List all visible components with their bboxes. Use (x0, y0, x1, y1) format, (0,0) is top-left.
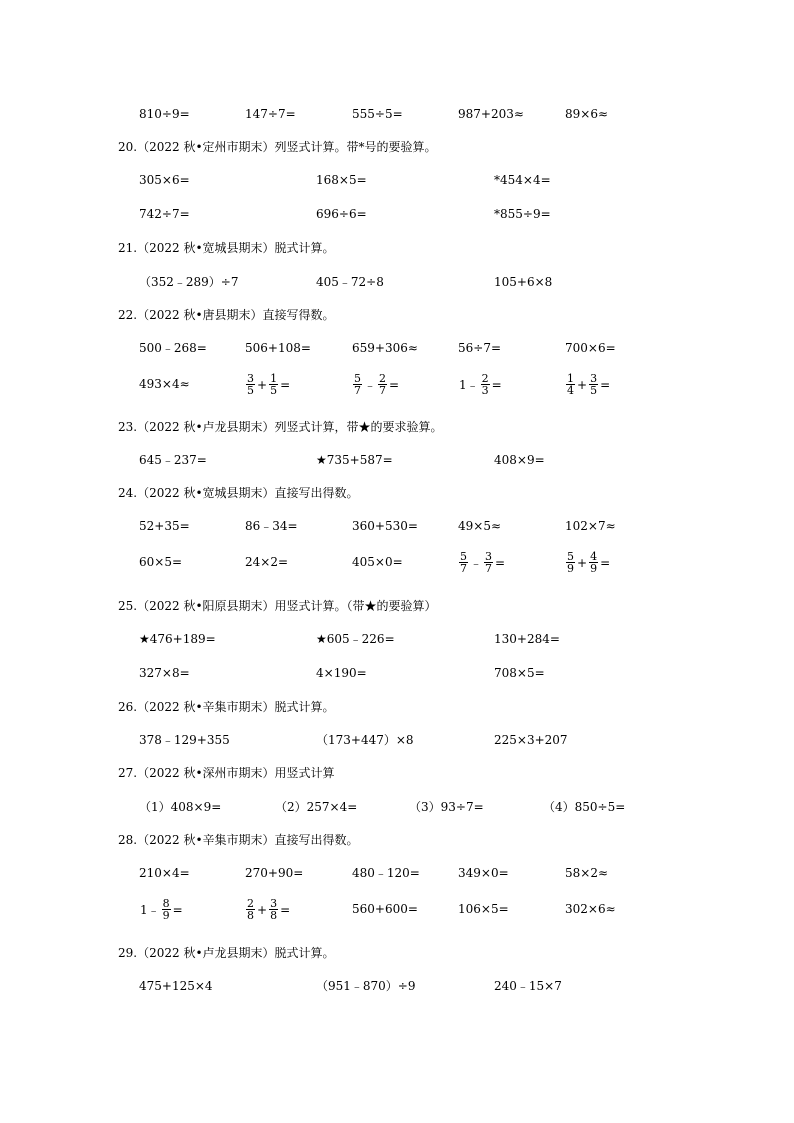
problem-row (0, 102, 794, 126)
question-title: 27.（2022 秋•深州市期末）用竖式计算 (118, 766, 335, 780)
fraction-problem: $\frac{5}{7}$ ﹣ $\frac{3}{7}$ = (460, 550, 506, 575)
problem-row (0, 448, 794, 472)
fraction: $\frac{3}{7}$ (485, 550, 493, 575)
problem: 49×5≈ (458, 519, 502, 533)
problem: 105+6×8 (494, 275, 553, 289)
fraction: $\frac{3}{5}$ (247, 372, 254, 397)
problem: 89×6≈ (565, 107, 609, 121)
question-title: 23.（2022 秋•卢龙县期末）列竖式计算，带★的要求验算。 (118, 420, 443, 434)
problem: 210×4= (139, 866, 190, 880)
problem: （352﹣289）÷7 (139, 275, 239, 289)
problem: 147÷7= (245, 107, 296, 121)
problem-row (0, 974, 794, 998)
problem: ★476+189= (139, 632, 216, 646)
fraction: $\frac{3}{5}$ (590, 372, 598, 397)
problem: 560+600= (352, 902, 418, 916)
fraction: $\frac{2}{3}$ (481, 372, 489, 397)
fraction: $\frac{1}{5}$ (270, 372, 278, 397)
problem: 349×0= (458, 866, 509, 880)
question-title: 20.（2022 秋•定州市期末）列竖式计算。带*号的要验算。 (118, 140, 437, 154)
fraction: $\frac{3}{8}$ (270, 897, 278, 922)
question-title: 25.（2022 秋•阳原县期末）用竖式计算。（带★的要验算） (118, 599, 437, 613)
problem: 700×6= (565, 341, 616, 355)
problem: ★735+587= (316, 453, 393, 467)
problem: 987+203≈ (458, 107, 524, 121)
question-title: 21.（2022 秋•宽城县期末）脱式计算。 (118, 241, 335, 255)
fraction: $\frac{5}{7}$ (354, 372, 361, 397)
question-title: 26.（2022 秋•辛集市期末）脱式计算。 (118, 700, 335, 714)
problem: 168×5= (316, 173, 367, 187)
problem: 659+306≈ (352, 341, 418, 355)
problem: 24×2= (245, 555, 289, 569)
problem: 480﹣120= (352, 866, 420, 880)
problem-row (0, 202, 794, 226)
problem: 4×190= (316, 666, 367, 680)
problem: 405×0= (352, 555, 403, 569)
problem: 327×8= (139, 666, 190, 680)
problem: 493×4≈ (139, 377, 190, 391)
problem-row (0, 795, 794, 819)
problem: 555÷5= (352, 107, 403, 121)
fraction-problem: $\frac{1}{4}$ + $\frac{3}{5}$ = (567, 372, 611, 397)
question-title: 29.（2022 秋•卢龙县期末）脱式计算。 (118, 946, 335, 960)
fraction: $\frac{5}{7}$ (460, 550, 467, 575)
problem-row (0, 168, 794, 192)
problem-row (0, 550, 794, 574)
problem: 475+125×4 (139, 979, 213, 993)
problem: 102×7≈ (565, 519, 616, 533)
problem: 106×5= (458, 902, 509, 916)
problem: 708×5= (494, 666, 545, 680)
problem: （4）850÷5= (543, 800, 626, 814)
fraction-problem: $\frac{3}{5}$ + $\frac{1}{5}$ = (247, 372, 291, 397)
problem-row (0, 372, 794, 396)
problem-row (0, 627, 794, 651)
fraction-problem: 1﹣ $\frac{2}{3}$ = (459, 372, 502, 397)
problem: 742÷7= (139, 207, 190, 221)
problem-row (0, 270, 794, 294)
problem-row (0, 514, 794, 538)
problem: （2）257×4= (275, 800, 358, 814)
problem: 305×6= (139, 173, 190, 187)
fraction-problem: 1﹣ $\frac{8}{9}$ = (140, 897, 183, 922)
problem: 696÷6= (316, 207, 367, 221)
problem: 52+35= (139, 519, 190, 533)
fraction: $\frac{1}{4}$ (567, 372, 574, 397)
problem: （951﹣870）÷9 (316, 979, 416, 993)
problem: 360+530= (352, 519, 418, 533)
problem-row (0, 728, 794, 752)
problem: 240﹣15×7 (494, 979, 562, 993)
problem: 378﹣129+355 (139, 733, 230, 747)
fraction-problem: $\frac{5}{7}$ ﹣ $\frac{2}{7}$ = (354, 372, 400, 397)
fraction: $\frac{2}{7}$ (379, 372, 387, 397)
problem: 506+108= (245, 341, 311, 355)
problem: 60×5= (139, 555, 183, 569)
fraction: $\frac{2}{8}$ (247, 897, 254, 922)
fraction: $\frac{5}{9}$ (567, 550, 574, 575)
problem: 56÷7= (458, 341, 502, 355)
fraction: $\frac{8}{9}$ (162, 897, 170, 922)
problem: *855÷9= (494, 207, 551, 221)
problem-row (0, 861, 794, 885)
problem: 86﹣34= (245, 519, 298, 533)
problem: 58×2≈ (565, 866, 609, 880)
problem: *454×4= (494, 173, 551, 187)
fraction-problem: $\frac{2}{8}$ + $\frac{3}{8}$ = (247, 897, 291, 922)
problem: ★605﹣226= (316, 632, 395, 646)
problem: 645﹣237= (139, 453, 207, 467)
problem: 408×9= (494, 453, 545, 467)
question-title: 24.（2022 秋•宽城县期末）直接写出得数。 (118, 486, 359, 500)
problem: 302×6≈ (565, 902, 616, 916)
problem: （173+447）×8 (316, 733, 414, 747)
fraction-problem: $\frac{5}{9}$ + $\frac{4}{9}$ = (567, 550, 611, 575)
problem: 810÷9= (139, 107, 190, 121)
problem-row (0, 661, 794, 685)
problem: 225×3+207 (494, 733, 568, 747)
problem: 270+90= (245, 866, 304, 880)
fraction: $\frac{4}{9}$ (590, 550, 598, 575)
question-title: 22.（2022 秋•唐县期末）直接写得数。 (118, 308, 335, 322)
problem: （3）93÷7= (409, 800, 484, 814)
problem: 130+284= (494, 632, 560, 646)
problem-row (0, 336, 794, 360)
problem-row (0, 897, 794, 921)
problem: 500﹣268= (139, 341, 207, 355)
question-title: 28.（2022 秋•辛集市期末）直接写出得数。 (118, 833, 359, 847)
problem: （1）408×9= (139, 800, 222, 814)
problem: 405﹣72÷8 (316, 275, 384, 289)
